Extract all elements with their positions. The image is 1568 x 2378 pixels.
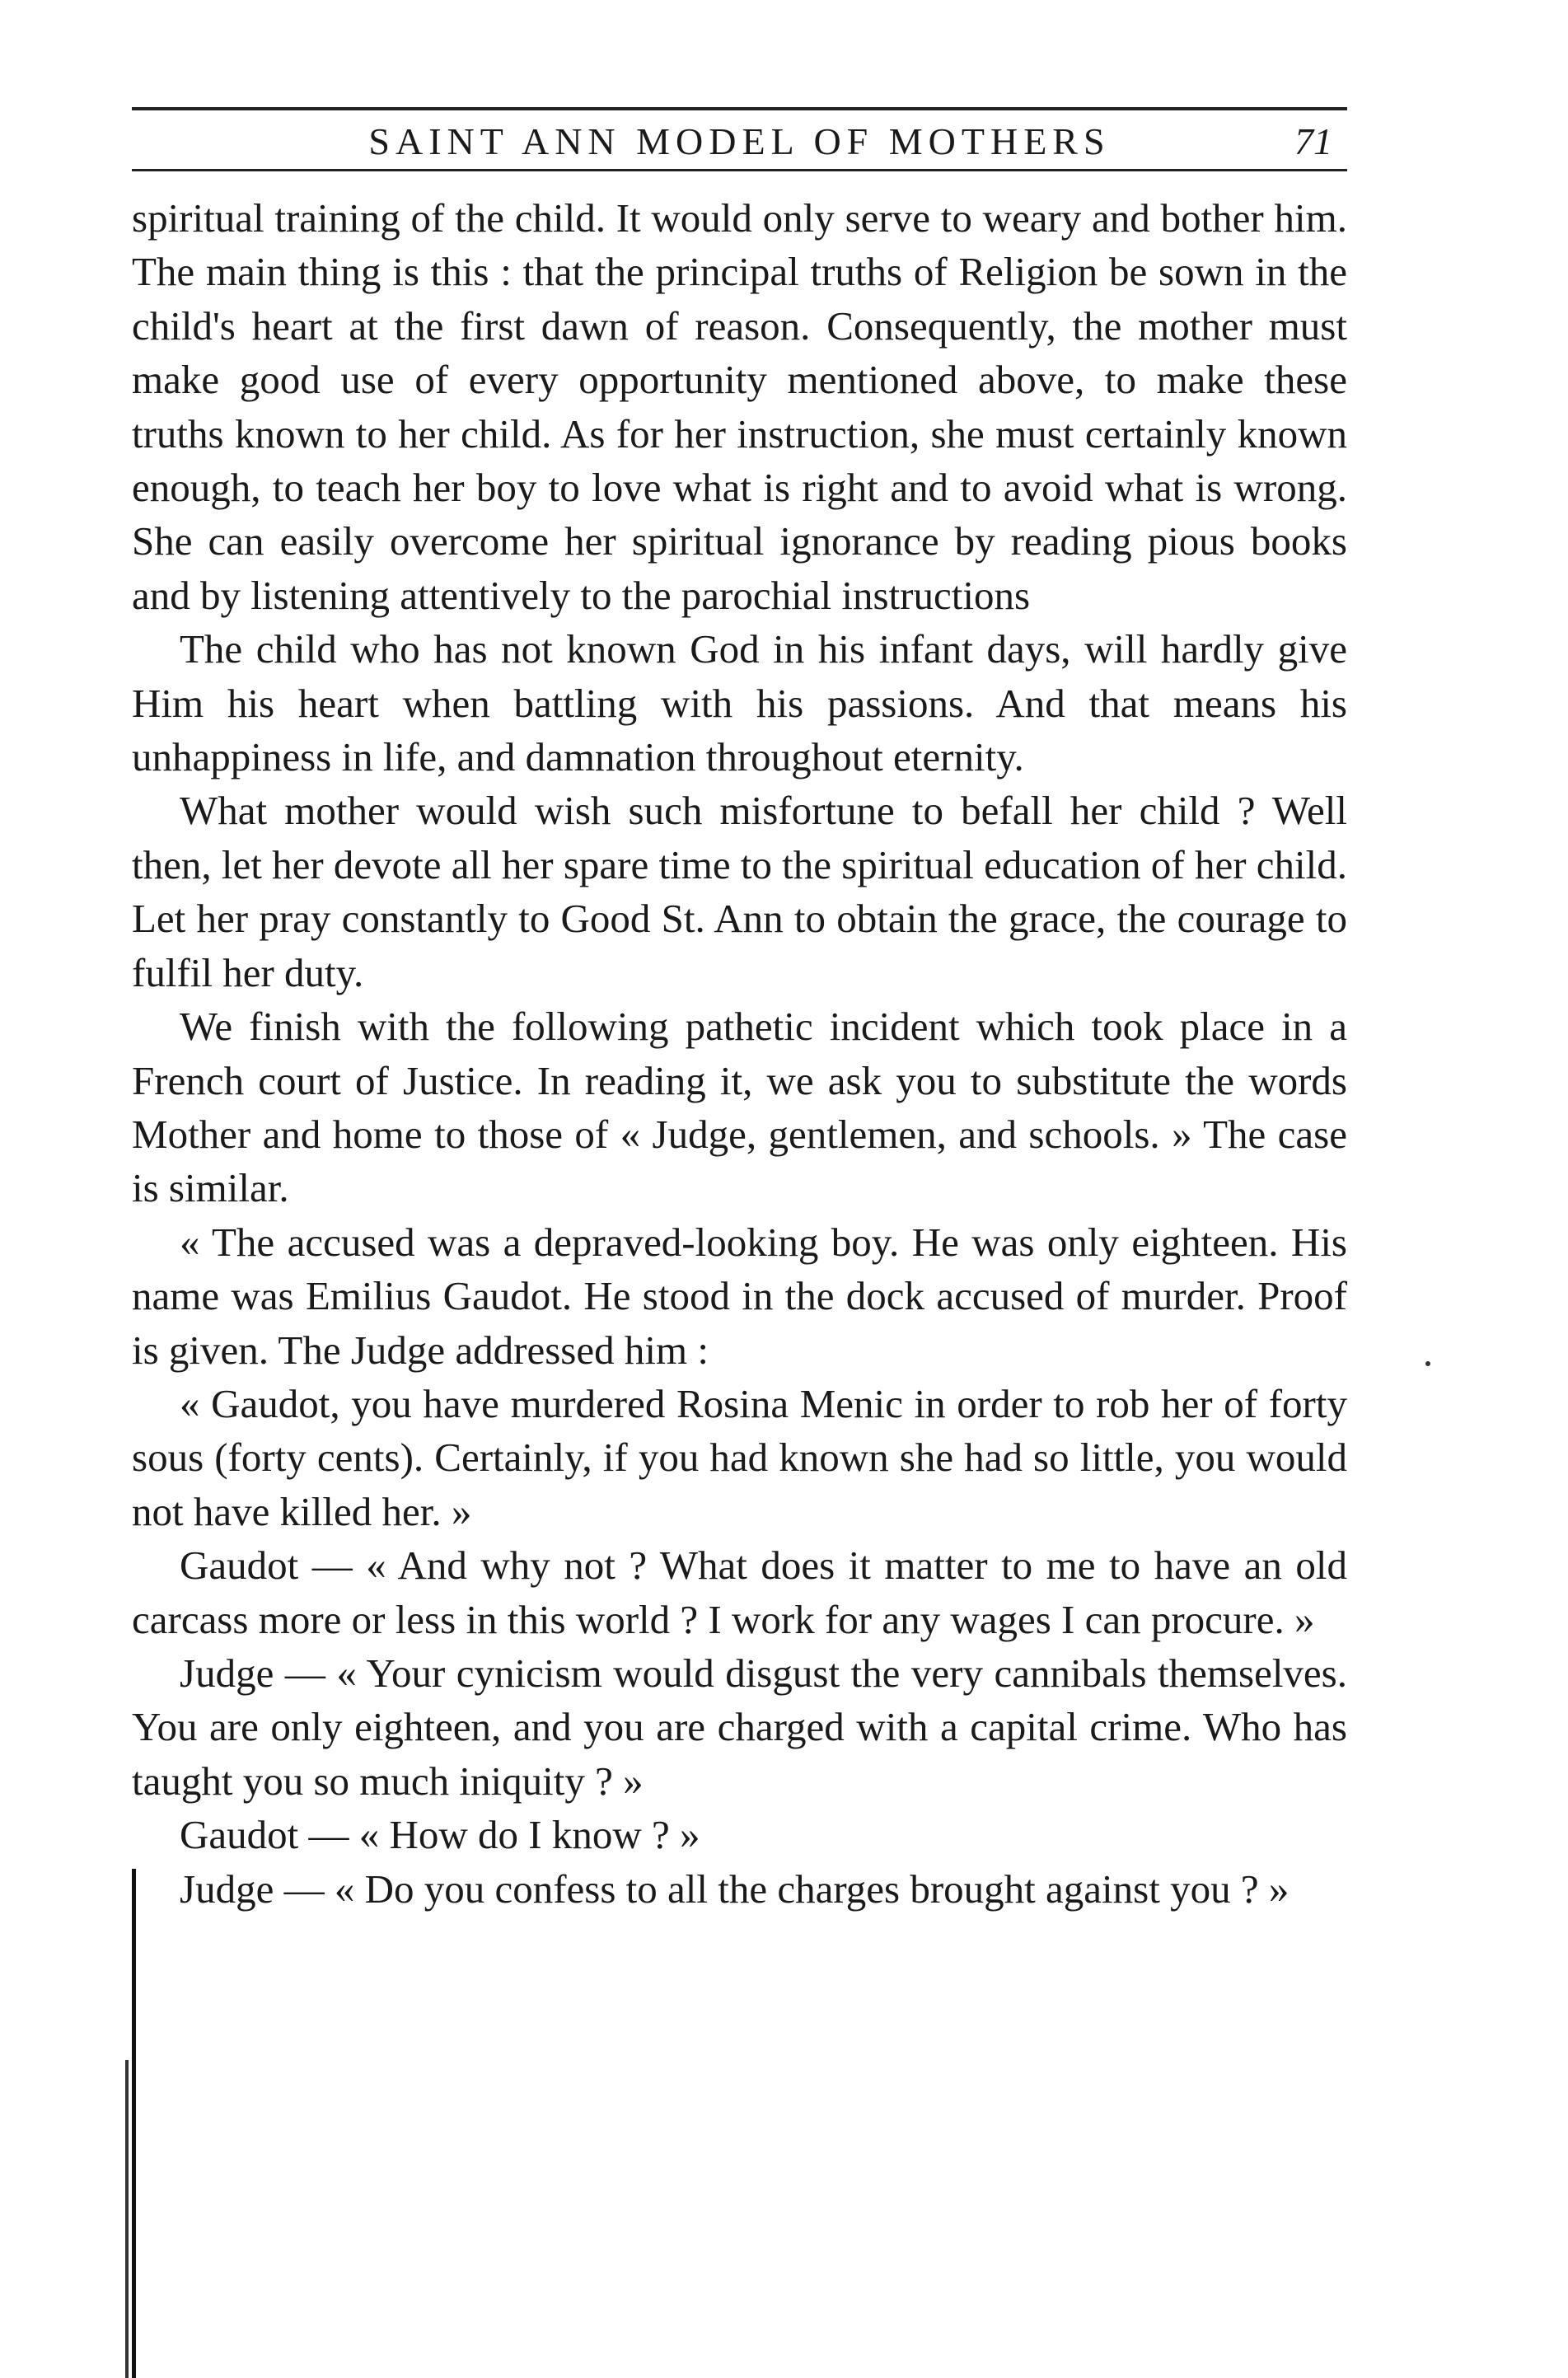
dialogue-paragraph: Judge — « Do you confess to all the charges brought against you ? »	[180, 1865, 1290, 1912]
header-rule-top	[132, 107, 1347, 110]
header-rule-bottom	[132, 169, 1347, 171]
paragraph: What mother would wish such misfortune to befall her child ? Well then, let her devote all her spare time to the spiritual education of her child. Let her pray constantly to Good St. Ann to obtain the grace, the courage to fulfil her duty.	[132, 788, 1347, 995]
binding-edge-mark	[132, 1869, 136, 2378]
dialogue-paragraph: Gaudot — « And why not ? What does it matter to me to have an old carcass more or less in this world ? I work for any wages I can procure. »	[132, 1542, 1347, 1642]
paragraph: We finish with the following pathetic incident which took place in a French court of Justice. In reading it, we ask you to substitute the words Mother and home to those of « Judge, gentlemen, and schools. » The case is similar.	[132, 1004, 1347, 1211]
binding-edge-shadow	[125, 2060, 129, 2378]
running-head	[132, 117, 1347, 166]
ink-speck	[1425, 1361, 1430, 1366]
paragraph-continued: spiritual training of the child. It would only serve to weary and bother him. The main thing is this : that the principal truths of Religion be sown in the child's heart at the first dawn of reason. Consequently, the mother must make good use of every opportunity mentioned above, to make these truths known to her child. As for her instruction, she must certainly known enough, to teach her boy to love what is right and to avoid what is wrong. She can easily overcome her spiritual ignorance by reading pious books and by listening attentively to the parochial instructions	[132, 195, 1347, 618]
dialogue-paragraph: Judge — « Your cynicism would disgust the very cannibals themselves. You are only eighteen, and you are charged with a capital crime. Who has taught you so much iniquity ? »	[132, 1650, 1347, 1804]
running-title: SAINT ANN MODEL OF MOTHERS	[368, 120, 1111, 162]
body-text	[132, 191, 1347, 1916]
paragraph: « The accused was a depraved-looking boy. He was only eighteen. His name was Emilius Gaudot. He stood in the dock accused of murder. Proof is given. The Judge addressed him :	[132, 1219, 1347, 1373]
dialogue-paragraph: Gaudot — « How do I know ? »	[180, 1812, 700, 1858]
paragraph: The child who has not known God in his infant days, will hardly give Him his heart when battling with his passions. And that means his unhappiness in life, and damnation throughout eternity.	[132, 626, 1347, 780]
dialogue-paragraph: « Gaudot, you have murdered Rosina Menic in order to rob her of forty sous (forty cents). Certainly, if you had known she had so little, you would not have killed her. »	[132, 1380, 1347, 1534]
page-number: 71	[1294, 120, 1332, 162]
